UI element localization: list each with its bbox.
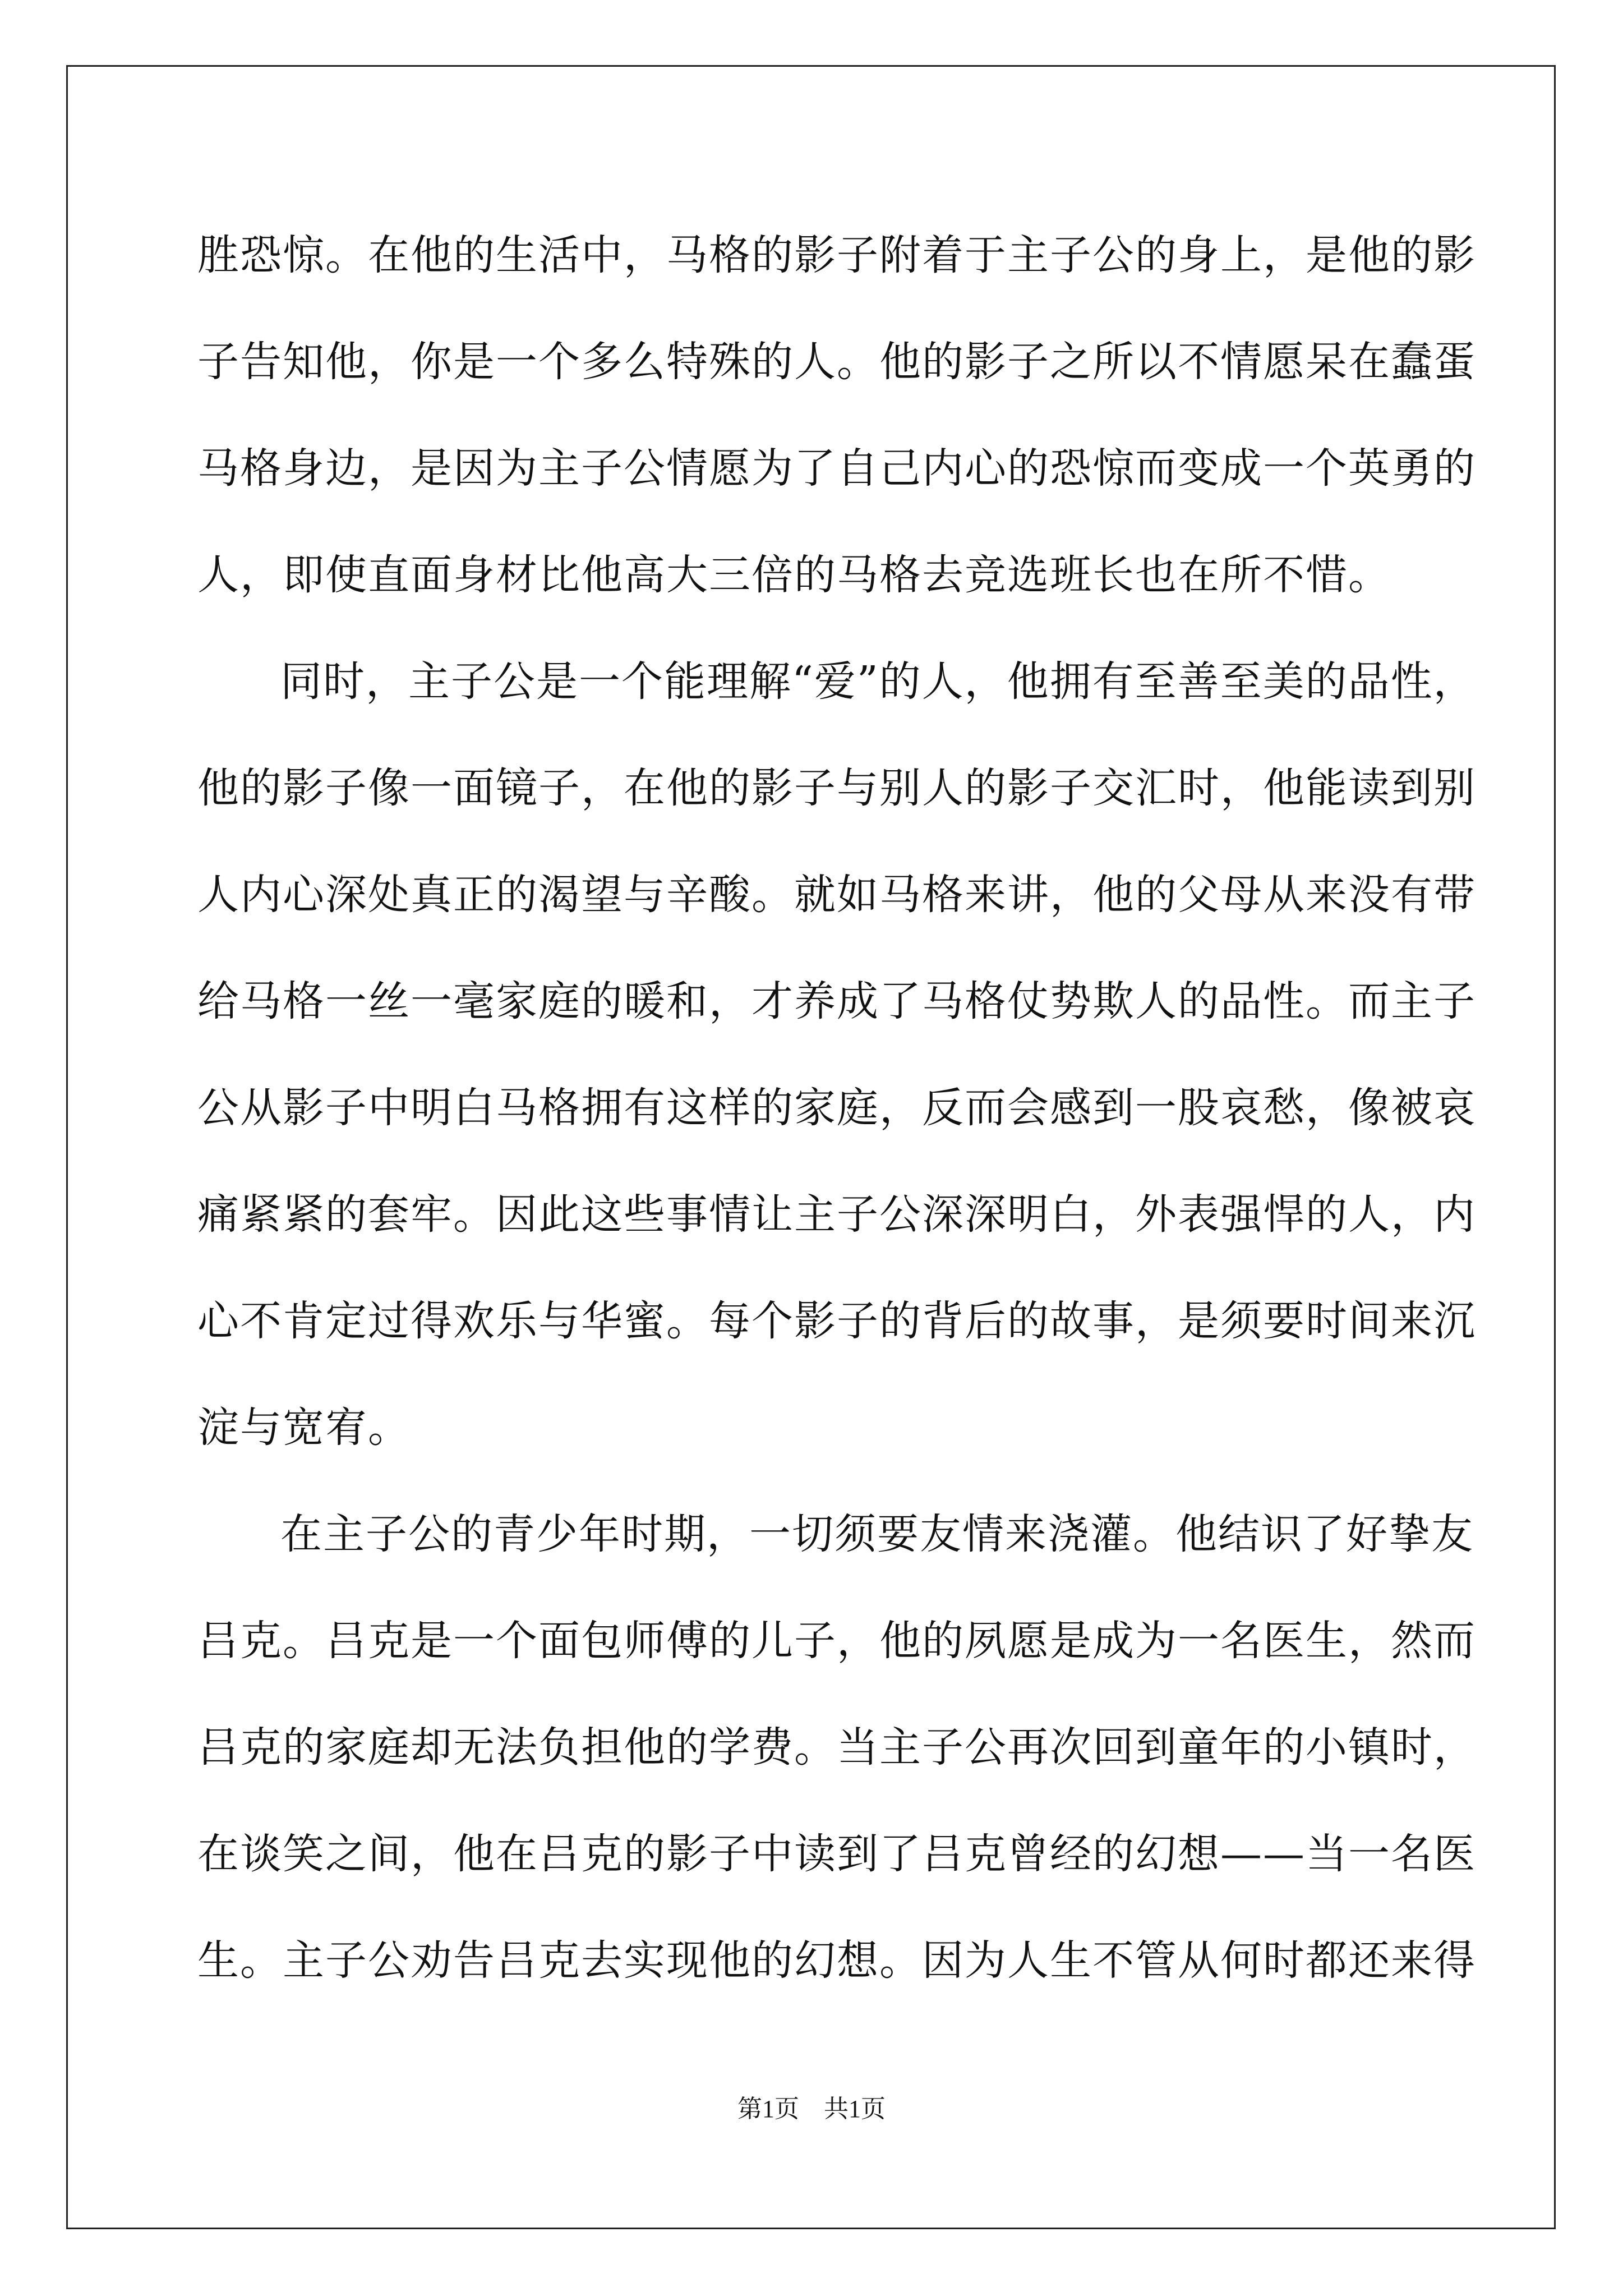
text-line: 胜恐惊。在他的生活中，马格的影子附着于主子公的身上，是他的影: [197, 231, 1476, 279]
page-footer: 第1页 共1页: [737, 2095, 886, 2123]
text-line: 痛紧紧的套牢。因此这些事情让主子公深深明白，外表强悍的人，内: [197, 1190, 1476, 1239]
text-line: 给马格一丝一毫家庭的暖和，才养成了马格仗势欺人的品性。而主子: [197, 977, 1476, 1025]
text-line: 生。主子公劝告吕克去实现他的幻想。因为人生不管从何时都还来得: [197, 1936, 1476, 1985]
document-body: [197, 202, 1476, 2014]
text-line: 马格身边，是因为主子公情愿为了自己内心的恐惊而变成一个英勇的: [197, 444, 1476, 493]
text-line: 人，即使直面身材比他高大三倍的马格去竞选班长也在所不惜。: [197, 551, 1391, 599]
paragraph-start-line: 同时，主子公是一个能理解“爱”的人，他拥有至善至美的品性，: [280, 657, 1476, 706]
text-line: 人内心深处真正的渴望与辛酸。就如马格来讲，他的父母从来没有带: [197, 871, 1476, 919]
text-line: 吕克。吕克是一个面包师傅的儿子，他的夙愿是成为一名医生，然而: [197, 1617, 1476, 1665]
text-line: 心不肯定过得欢乐与华蜜。每个影子的背后的故事，是须要时间来沉: [197, 1297, 1476, 1345]
text-line: 淀与宽宥。: [197, 1404, 411, 1452]
text-line: 吕克的家庭却无法负担他的学费。当主子公再次回到童年的小镇时，: [197, 1723, 1476, 1772]
text-line: 子告知他，你是一个多么特殊的人。他的影子之所以不情愿呆在蠢蛋: [197, 338, 1476, 386]
text-line: 在谈笑之间，他在吕克的影子中读到了吕克曾经的幻想——当一名医: [197, 1830, 1476, 1878]
text-line: 他的影子像一面镜子，在他的影子与别人的影子交汇时，他能读到别: [197, 764, 1476, 812]
paragraph-start-line: 在主子公的青少年时期，一切须要友情来浇灌。他结识了好挚友: [280, 1510, 1474, 1558]
text-line: 公从影子中明白马格拥有这样的家庭，反而会感到一股哀愁，像被哀: [197, 1084, 1476, 1132]
